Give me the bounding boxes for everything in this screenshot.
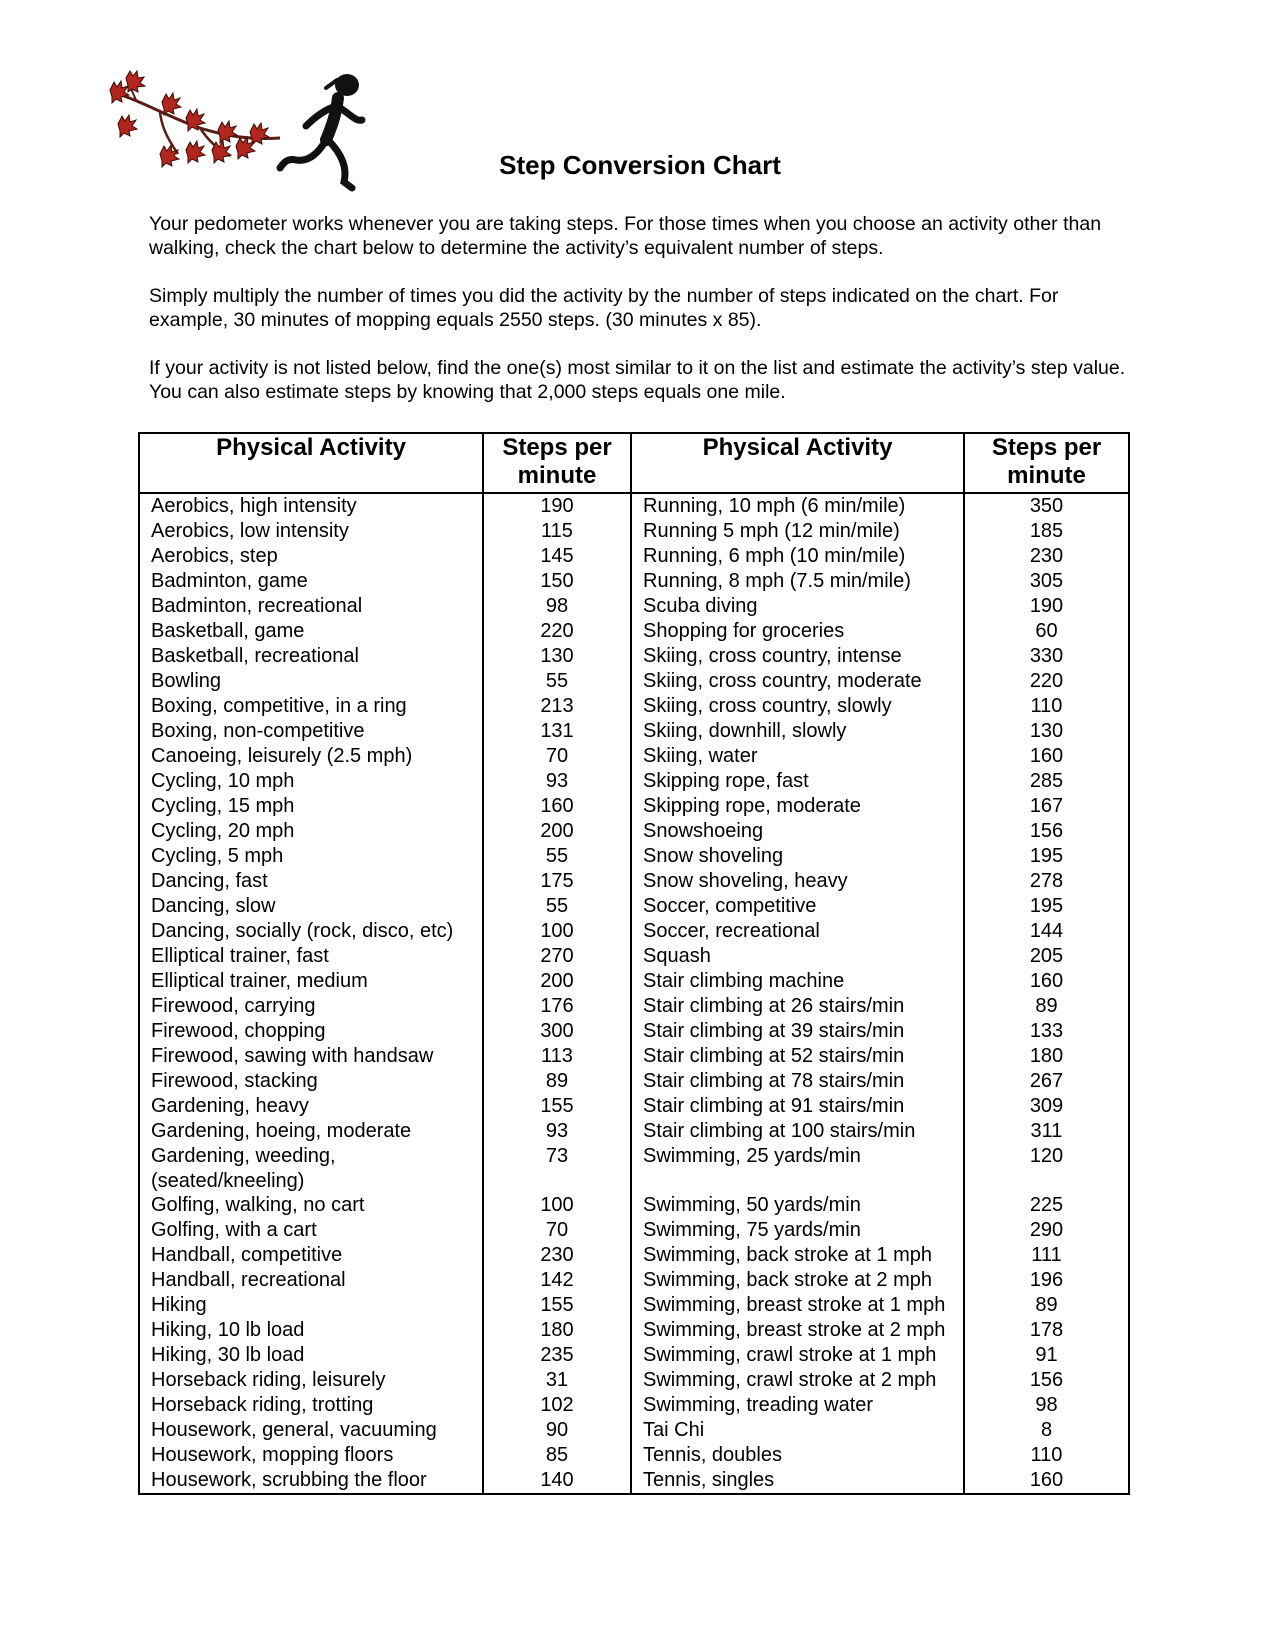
steps-cell: 70 bbox=[483, 744, 631, 769]
activity-cell: Horseback riding, leisurely bbox=[139, 1368, 483, 1393]
steps-cell: 156 bbox=[964, 1368, 1129, 1393]
activity-cell: Tennis, singles bbox=[631, 1468, 964, 1494]
steps-cell: 305 bbox=[964, 569, 1129, 594]
activity-cell: Stair climbing at 52 stairs/min bbox=[631, 1044, 964, 1069]
steps-cell: 309 bbox=[964, 1094, 1129, 1119]
steps-cell: 167 bbox=[964, 794, 1129, 819]
table-row bbox=[139, 919, 1129, 944]
steps-cell: 131 bbox=[483, 719, 631, 744]
steps-cell: 150 bbox=[483, 569, 631, 594]
steps-cell: 176 bbox=[483, 994, 631, 1019]
activity-cell: Aerobics, low intensity bbox=[139, 519, 483, 544]
steps-cell: 85 bbox=[483, 1443, 631, 1468]
activity-cell: Gardening, heavy bbox=[139, 1094, 483, 1119]
activity-cell: Dancing, slow bbox=[139, 894, 483, 919]
table-row bbox=[139, 1144, 1129, 1193]
header-steps-per-minute-left: Steps per minute bbox=[483, 433, 631, 493]
steps-cell: 230 bbox=[483, 1243, 631, 1268]
table-row bbox=[139, 644, 1129, 669]
steps-cell: 90 bbox=[483, 1418, 631, 1443]
activity-cell: Stair climbing at 91 stairs/min bbox=[631, 1094, 964, 1119]
activity-cell: Cycling, 10 mph bbox=[139, 769, 483, 794]
steps-cell: 156 bbox=[964, 819, 1129, 844]
steps-cell: 130 bbox=[964, 719, 1129, 744]
activity-cell: Stair climbing at 78 stairs/min bbox=[631, 1069, 964, 1094]
activity-cell: Snow shoveling bbox=[631, 844, 964, 869]
activity-cell: Handball, competitive bbox=[139, 1243, 483, 1268]
example-paragraph: Simply multiply the number of times you did the activity by the number of steps indicated on the chart. For example, 30 minutes of mopping equals 2550 steps. (30 minutes x 85). bbox=[149, 285, 1059, 331]
steps-cell: 225 bbox=[964, 1193, 1129, 1218]
steps-cell: 213 bbox=[483, 694, 631, 719]
steps-cell: 120 bbox=[964, 1144, 1129, 1193]
steps-cell: 89 bbox=[964, 994, 1129, 1019]
activity-cell: Skipping rope, fast bbox=[631, 769, 964, 794]
steps-cell: 220 bbox=[483, 619, 631, 644]
activity-cell: Swimming, back stroke at 2 mph bbox=[631, 1268, 964, 1293]
activity-cell: Gardening, weeding, (seated/kneeling) bbox=[139, 1144, 483, 1193]
activity-cell: Squash bbox=[631, 944, 964, 969]
estimate-paragraph: If your activity is not listed below, find the one(s) most similar to it on the list and estimate the activity’s step value. You can also estimate steps by knowing that 2,000 steps equals one mile. bbox=[149, 357, 1126, 403]
activity-cell: Running, 6 mph (10 min/mile) bbox=[631, 544, 964, 569]
activity-cell: Firewood, sawing with handsaw bbox=[139, 1044, 483, 1069]
table-row bbox=[139, 619, 1129, 644]
steps-cell: 155 bbox=[483, 1094, 631, 1119]
steps-cell: 160 bbox=[964, 969, 1129, 994]
page-title: Step Conversion Chart bbox=[499, 150, 781, 180]
activity-cell: Firewood, carrying bbox=[139, 994, 483, 1019]
activity-cell: Boxing, competitive, in a ring bbox=[139, 694, 483, 719]
table-row bbox=[139, 1468, 1129, 1494]
steps-cell: 113 bbox=[483, 1044, 631, 1069]
steps-cell: 205 bbox=[964, 944, 1129, 969]
table-row bbox=[139, 994, 1129, 1019]
activity-cell: Aerobics, step bbox=[139, 544, 483, 569]
steps-cell: 102 bbox=[483, 1393, 631, 1418]
table-row bbox=[139, 794, 1129, 819]
table-row bbox=[139, 1193, 1129, 1218]
activity-cell: Dancing, socially (rock, disco, etc) bbox=[139, 919, 483, 944]
steps-cell: 350 bbox=[964, 493, 1129, 519]
steps-cell: 200 bbox=[483, 969, 631, 994]
steps-cell: 190 bbox=[483, 493, 631, 519]
activity-cell: Horseback riding, trotting bbox=[139, 1393, 483, 1418]
table-header-row bbox=[139, 433, 1129, 493]
activity-cell: Stair climbing at 39 stairs/min bbox=[631, 1019, 964, 1044]
activity-cell: Firewood, chopping bbox=[139, 1019, 483, 1044]
steps-cell: 180 bbox=[483, 1318, 631, 1343]
activity-cell: Badminton, game bbox=[139, 569, 483, 594]
activity-cell: Swimming, 50 yards/min bbox=[631, 1193, 964, 1218]
table-row bbox=[139, 669, 1129, 694]
steps-cell: 330 bbox=[964, 644, 1129, 669]
table-row bbox=[139, 1069, 1129, 1094]
table-row bbox=[139, 1318, 1129, 1343]
table-row bbox=[139, 1343, 1129, 1368]
activity-cell: Tai Chi bbox=[631, 1418, 964, 1443]
activity-cell: Skiing, cross country, intense bbox=[631, 644, 964, 669]
table-row bbox=[139, 1268, 1129, 1293]
table-row bbox=[139, 1243, 1129, 1268]
steps-cell: 111 bbox=[964, 1243, 1129, 1268]
header-physical-activity-left: Physical Activity bbox=[139, 433, 483, 493]
table-row bbox=[139, 969, 1129, 994]
table-row bbox=[139, 744, 1129, 769]
steps-cell: 91 bbox=[964, 1343, 1129, 1368]
steps-cell: 100 bbox=[483, 1193, 631, 1218]
activity-cell: Skiing, downhill, slowly bbox=[631, 719, 964, 744]
running-figure-icon bbox=[280, 74, 362, 188]
activity-cell: Soccer, recreational bbox=[631, 919, 964, 944]
table-row bbox=[139, 869, 1129, 894]
activity-cell: Swimming, 75 yards/min bbox=[631, 1218, 964, 1243]
activity-cell: Aerobics, high intensity bbox=[139, 493, 483, 519]
steps-cell: 145 bbox=[483, 544, 631, 569]
activity-cell: Elliptical trainer, medium bbox=[139, 969, 483, 994]
table-body bbox=[139, 493, 1129, 1494]
steps-cell: 270 bbox=[483, 944, 631, 969]
steps-cell: 8 bbox=[964, 1418, 1129, 1443]
steps-cell: 98 bbox=[483, 594, 631, 619]
table-row bbox=[139, 894, 1129, 919]
activity-cell: Golfing, walking, no cart bbox=[139, 1193, 483, 1218]
steps-cell: 140 bbox=[483, 1468, 631, 1494]
activity-cell: Stair climbing at 26 stairs/min bbox=[631, 994, 964, 1019]
steps-cell: 185 bbox=[964, 519, 1129, 544]
activity-cell: Cycling, 15 mph bbox=[139, 794, 483, 819]
activity-cell: Swimming, breast stroke at 1 mph bbox=[631, 1293, 964, 1318]
steps-cell: 60 bbox=[964, 619, 1129, 644]
steps-cell: 278 bbox=[964, 869, 1129, 894]
table-row bbox=[139, 719, 1129, 744]
header-physical-activity-right: Physical Activity bbox=[631, 433, 964, 493]
steps-cell: 100 bbox=[483, 919, 631, 944]
table-row bbox=[139, 1293, 1129, 1318]
activity-cell: Skiing, cross country, moderate bbox=[631, 669, 964, 694]
steps-cell: 311 bbox=[964, 1119, 1129, 1144]
steps-cell: 290 bbox=[964, 1218, 1129, 1243]
steps-cell: 70 bbox=[483, 1218, 631, 1243]
steps-cell: 73 bbox=[483, 1144, 631, 1193]
steps-cell: 195 bbox=[964, 894, 1129, 919]
table-row bbox=[139, 1418, 1129, 1443]
table-row bbox=[139, 1443, 1129, 1468]
steps-cell: 115 bbox=[483, 519, 631, 544]
intro-paragraph: Your pedometer works whenever you are taking steps. For those times when you choose an activity other than walking, check the chart below to determine the activity’s equivalent number of steps. bbox=[149, 213, 1102, 259]
activity-cell: Gardening, hoeing, moderate bbox=[139, 1119, 483, 1144]
step-conversion-table bbox=[138, 432, 1130, 1495]
table-row bbox=[139, 1019, 1129, 1044]
table-row bbox=[139, 1393, 1129, 1418]
activity-cell: Scuba diving bbox=[631, 594, 964, 619]
table-row bbox=[139, 493, 1129, 519]
steps-cell: 190 bbox=[964, 594, 1129, 619]
steps-cell: 142 bbox=[483, 1268, 631, 1293]
activity-cell: Skipping rope, moderate bbox=[631, 794, 964, 819]
table-row bbox=[139, 1218, 1129, 1243]
steps-cell: 133 bbox=[964, 1019, 1129, 1044]
activity-cell: Handball, recreational bbox=[139, 1268, 483, 1293]
table-row bbox=[139, 519, 1129, 544]
maple-branch-icon bbox=[110, 71, 280, 167]
activity-cell: Tennis, doubles bbox=[631, 1443, 964, 1468]
table-row bbox=[139, 694, 1129, 719]
steps-cell: 180 bbox=[964, 1044, 1129, 1069]
activity-cell: Dancing, fast bbox=[139, 869, 483, 894]
steps-cell: 175 bbox=[483, 869, 631, 894]
activity-cell: Boxing, non-competitive bbox=[139, 719, 483, 744]
steps-cell: 93 bbox=[483, 1119, 631, 1144]
steps-cell: 130 bbox=[483, 644, 631, 669]
activity-cell: Snow shoveling, heavy bbox=[631, 869, 964, 894]
activity-cell: Cycling, 5 mph bbox=[139, 844, 483, 869]
activity-cell: Stair climbing at 100 stairs/min bbox=[631, 1119, 964, 1144]
activity-cell: Shopping for groceries bbox=[631, 619, 964, 644]
activity-cell: Swimming, crawl stroke at 2 mph bbox=[631, 1368, 964, 1393]
activity-cell: Swimming, crawl stroke at 1 mph bbox=[631, 1343, 964, 1368]
steps-cell: 89 bbox=[964, 1293, 1129, 1318]
header-steps-per-minute-right: Steps per minute bbox=[964, 433, 1129, 493]
table-row bbox=[139, 544, 1129, 569]
steps-cell: 93 bbox=[483, 769, 631, 794]
steps-cell: 155 bbox=[483, 1293, 631, 1318]
activity-cell: Swimming, back stroke at 1 mph bbox=[631, 1243, 964, 1268]
activity-cell: Housework, general, vacuuming bbox=[139, 1418, 483, 1443]
steps-cell: 55 bbox=[483, 894, 631, 919]
steps-cell: 235 bbox=[483, 1343, 631, 1368]
branch-and-runner-illustration bbox=[100, 70, 390, 210]
activity-cell: Elliptical trainer, fast bbox=[139, 944, 483, 969]
steps-cell: 55 bbox=[483, 844, 631, 869]
table-row bbox=[139, 594, 1129, 619]
activity-cell: Basketball, recreational bbox=[139, 644, 483, 669]
activity-cell: Badminton, recreational bbox=[139, 594, 483, 619]
activity-cell: Firewood, stacking bbox=[139, 1069, 483, 1094]
activity-cell: Hiking, 30 lb load bbox=[139, 1343, 483, 1368]
steps-cell: 195 bbox=[964, 844, 1129, 869]
activity-cell: Cycling, 20 mph bbox=[139, 819, 483, 844]
steps-cell: 300 bbox=[483, 1019, 631, 1044]
steps-cell: 160 bbox=[483, 794, 631, 819]
activity-cell: Stair climbing machine bbox=[631, 969, 964, 994]
table-row bbox=[139, 1094, 1129, 1119]
table-row bbox=[139, 819, 1129, 844]
activity-cell: Golfing, with a cart bbox=[139, 1218, 483, 1243]
activity-cell: Swimming, treading water bbox=[631, 1393, 964, 1418]
steps-cell: 267 bbox=[964, 1069, 1129, 1094]
activity-cell: Basketball, game bbox=[139, 619, 483, 644]
table-row bbox=[139, 944, 1129, 969]
table-row bbox=[139, 1044, 1129, 1069]
activity-cell: Housework, mopping floors bbox=[139, 1443, 483, 1468]
activity-cell: Running, 10 mph (6 min/mile) bbox=[631, 493, 964, 519]
activity-cell: Snowshoeing bbox=[631, 819, 964, 844]
activity-cell: Canoeing, leisurely (2.5 mph) bbox=[139, 744, 483, 769]
table-row bbox=[139, 844, 1129, 869]
activity-cell: Skiing, water bbox=[631, 744, 964, 769]
steps-cell: 200 bbox=[483, 819, 631, 844]
activity-cell: Running, 8 mph (7.5 min/mile) bbox=[631, 569, 964, 594]
steps-cell: 89 bbox=[483, 1069, 631, 1094]
steps-cell: 196 bbox=[964, 1268, 1129, 1293]
steps-cell: 55 bbox=[483, 669, 631, 694]
activity-cell: Swimming, breast stroke at 2 mph bbox=[631, 1318, 964, 1343]
table-row bbox=[139, 1368, 1129, 1393]
activity-cell: Skiing, cross country, slowly bbox=[631, 694, 964, 719]
steps-cell: 230 bbox=[964, 544, 1129, 569]
steps-cell: 110 bbox=[964, 1443, 1129, 1468]
steps-cell: 144 bbox=[964, 919, 1129, 944]
activity-cell: Bowling bbox=[139, 669, 483, 694]
activity-cell: Housework, scrubbing the floor bbox=[139, 1468, 483, 1494]
steps-cell: 31 bbox=[483, 1368, 631, 1393]
table-row bbox=[139, 769, 1129, 794]
activity-cell: Running 5 mph (12 min/mile) bbox=[631, 519, 964, 544]
table-row bbox=[139, 569, 1129, 594]
activity-cell: Soccer, competitive bbox=[631, 894, 964, 919]
steps-cell: 160 bbox=[964, 744, 1129, 769]
steps-cell: 160 bbox=[964, 1468, 1129, 1494]
steps-cell: 178 bbox=[964, 1318, 1129, 1343]
activity-cell: Hiking bbox=[139, 1293, 483, 1318]
steps-cell: 98 bbox=[964, 1393, 1129, 1418]
activity-cell: Hiking, 10 lb load bbox=[139, 1318, 483, 1343]
activity-cell: Swimming, 25 yards/min bbox=[631, 1144, 964, 1193]
steps-cell: 285 bbox=[964, 769, 1129, 794]
steps-cell: 220 bbox=[964, 669, 1129, 694]
table-row bbox=[139, 1119, 1129, 1144]
steps-cell: 110 bbox=[964, 694, 1129, 719]
